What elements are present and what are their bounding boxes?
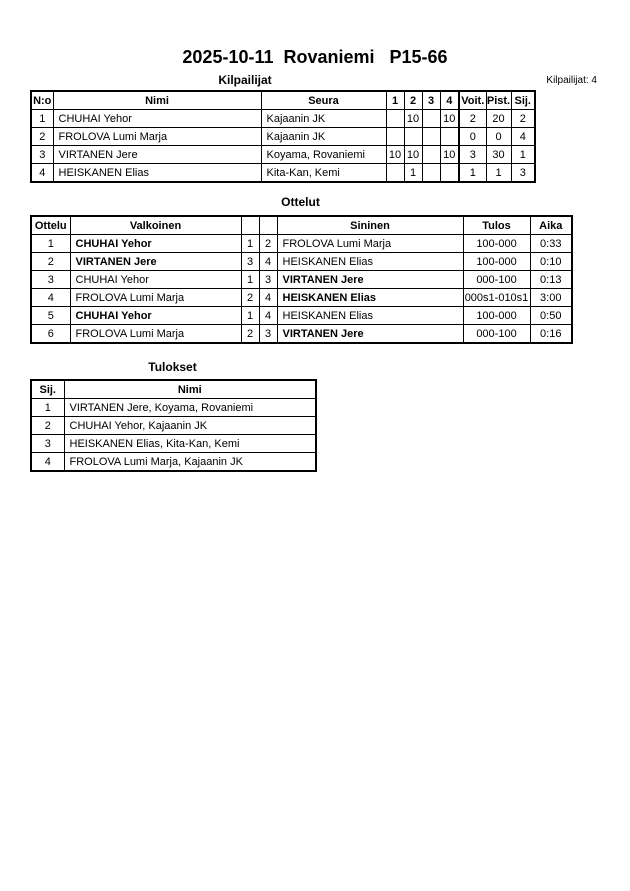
result-row <box>31 435 316 453</box>
competitor-points: 0 <box>486 128 511 146</box>
match-time: 0:13 <box>530 271 572 289</box>
result-name: FROLOVA Lumi Marja, Kajaanin JK <box>64 453 316 472</box>
col-header-name: Nimi <box>53 91 261 110</box>
result-place: 3 <box>31 435 64 453</box>
match-time: 3:00 <box>530 289 572 307</box>
competitor-no: 4 <box>31 164 53 183</box>
competitor-score-2 <box>404 128 422 146</box>
col-header-name: Nimi <box>64 380 316 399</box>
match-row <box>31 325 572 344</box>
match-no: 4 <box>31 289 70 307</box>
competitor-wins: 1 <box>459 164 486 183</box>
match-no: 5 <box>31 307 70 325</box>
competitor-club: Kajaanin JK <box>261 128 386 146</box>
result-name: VIRTANEN Jere, Koyama, Rovaniemi <box>64 399 316 417</box>
competitor-place: 4 <box>511 128 535 146</box>
competitors-table <box>30 90 536 183</box>
match-row <box>31 253 572 271</box>
competitor-row <box>31 146 535 164</box>
match-blue-no: 4 <box>259 289 277 307</box>
match-no: 6 <box>31 325 70 344</box>
result-name: CHUHAI Yehor, Kajaanin JK <box>64 417 316 435</box>
competitors-section-header <box>0 68 630 90</box>
match-blue-no: 2 <box>259 235 277 253</box>
competitor-score-3 <box>422 146 440 164</box>
col-header-round2: 2 <box>404 91 422 110</box>
result-row <box>31 399 316 417</box>
col-header-points: Pist. <box>486 91 511 110</box>
match-blue-name: HEISKANEN Elias <box>277 289 463 307</box>
competitor-wins: 2 <box>459 110 486 128</box>
col-header-club: Seura <box>261 91 386 110</box>
competitor-wins: 0 <box>459 128 486 146</box>
match-white-name: FROLOVA Lumi Marja <box>70 289 241 307</box>
col-header-round4: 4 <box>440 91 459 110</box>
col-header-blue: Sininen <box>277 216 463 235</box>
match-no: 2 <box>31 253 70 271</box>
col-header-time: Aika <box>530 216 572 235</box>
results-section-title: Tulokset <box>148 360 197 374</box>
competitor-score-1 <box>386 164 404 183</box>
competitor-place: 2 <box>511 110 535 128</box>
competitor-score-4: 10 <box>440 110 459 128</box>
competitor-score-3 <box>422 128 440 146</box>
result-place: 2 <box>31 417 64 435</box>
result-row <box>31 417 316 435</box>
competitor-no: 2 <box>31 128 53 146</box>
col-header-no: N:o <box>31 91 53 110</box>
match-time: 0:10 <box>530 253 572 271</box>
match-blue-no: 3 <box>259 325 277 344</box>
match-blue-name: FROLOVA Lumi Marja <box>277 235 463 253</box>
competitor-no: 3 <box>31 146 53 164</box>
col-header-match-no: Ottelu <box>31 216 70 235</box>
match-time: 0:33 <box>530 235 572 253</box>
competitor-score-2: 10 <box>404 146 422 164</box>
col-header-blue-no <box>259 216 277 235</box>
match-white-no: 2 <box>241 325 259 344</box>
match-result: 100-000 <box>463 235 530 253</box>
competitor-name: HEISKANEN Elias <box>53 164 261 183</box>
results-table <box>30 379 317 472</box>
competitor-score-2: 10 <box>404 110 422 128</box>
competitor-row <box>31 164 535 183</box>
match-white-no: 1 <box>241 235 259 253</box>
match-white-no: 1 <box>241 307 259 325</box>
match-white-no: 3 <box>241 253 259 271</box>
col-header-round3: 3 <box>422 91 440 110</box>
col-header-wins: Voit. <box>459 91 486 110</box>
match-result: 100-000 <box>463 253 530 271</box>
match-result: 000-100 <box>463 271 530 289</box>
matches-section-title: Ottelut <box>281 195 320 209</box>
match-result: 000-100 <box>463 325 530 344</box>
match-white-name: CHUHAI Yehor <box>70 235 241 253</box>
match-white-name: CHUHAI Yehor <box>70 307 241 325</box>
competitor-place: 1 <box>511 146 535 164</box>
match-blue-no: 3 <box>259 271 277 289</box>
col-header-result: Tulos <box>463 216 530 235</box>
competitor-score-4 <box>440 164 459 183</box>
col-header-white: Valkoinen <box>70 216 241 235</box>
match-time: 0:50 <box>530 307 572 325</box>
competitor-club: Kajaanin JK <box>261 110 386 128</box>
competitor-score-2: 1 <box>404 164 422 183</box>
competitor-name: FROLOVA Lumi Marja <box>53 128 261 146</box>
competitor-points: 1 <box>486 164 511 183</box>
competitor-score-1: 10 <box>386 146 404 164</box>
competitor-place: 3 <box>511 164 535 183</box>
competitor-row <box>31 128 535 146</box>
competitor-score-3 <box>422 164 440 183</box>
competitor-score-4: 10 <box>440 146 459 164</box>
col-header-white-no <box>241 216 259 235</box>
match-row <box>31 307 572 325</box>
competitor-score-3 <box>422 110 440 128</box>
match-result: 000s1-010s1 <box>463 289 530 307</box>
match-blue-no: 4 <box>259 307 277 325</box>
result-place: 4 <box>31 453 64 472</box>
competitors-section-title: Kilpailijat <box>218 73 272 87</box>
competitor-row <box>31 110 535 128</box>
page-title: 2025-10-11 Rovaniemi P15-66 <box>182 47 448 67</box>
competitor-score-1 <box>386 110 404 128</box>
match-no: 1 <box>31 235 70 253</box>
match-no: 3 <box>31 271 70 289</box>
competitor-name: VIRTANEN Jere <box>53 146 261 164</box>
competitor-points: 20 <box>486 110 511 128</box>
result-name: HEISKANEN Elias, Kita-Kan, Kemi <box>64 435 316 453</box>
competitor-score-4 <box>440 128 459 146</box>
competitor-points: 30 <box>486 146 511 164</box>
match-row <box>31 235 572 253</box>
competitor-score-1 <box>386 128 404 146</box>
match-result: 100-000 <box>463 307 530 325</box>
results-header-row <box>31 380 316 399</box>
matches-header-row <box>31 216 572 235</box>
match-blue-no: 4 <box>259 253 277 271</box>
match-time: 0:16 <box>530 325 572 344</box>
competitor-no: 1 <box>31 110 53 128</box>
match-white-no: 2 <box>241 289 259 307</box>
match-row <box>31 271 572 289</box>
competitor-wins: 3 <box>459 146 486 164</box>
match-row <box>31 289 572 307</box>
col-header-place: Sij. <box>31 380 64 399</box>
match-white-name: VIRTANEN Jere <box>70 253 241 271</box>
competitors-header-row <box>31 91 535 110</box>
match-white-name: CHUHAI Yehor <box>70 271 241 289</box>
match-blue-name: VIRTANEN Jere <box>277 325 463 344</box>
competitor-name: CHUHAI Yehor <box>53 110 261 128</box>
result-row <box>31 453 316 472</box>
match-white-name: FROLOVA Lumi Marja <box>70 325 241 344</box>
match-white-no: 1 <box>241 271 259 289</box>
competitor-club: Koyama, Rovaniemi <box>261 146 386 164</box>
match-blue-name: HEISKANEN Elias <box>277 307 463 325</box>
competitors-count: Kilpailijat: 4 <box>546 75 597 86</box>
col-header-round1: 1 <box>386 91 404 110</box>
match-blue-name: HEISKANEN Elias <box>277 253 463 271</box>
col-header-place: Sij. <box>511 91 535 110</box>
match-blue-name: VIRTANEN Jere <box>277 271 463 289</box>
matches-table <box>30 215 573 344</box>
competitor-club: Kita-Kan, Kemi <box>261 164 386 183</box>
result-place: 1 <box>31 399 64 417</box>
